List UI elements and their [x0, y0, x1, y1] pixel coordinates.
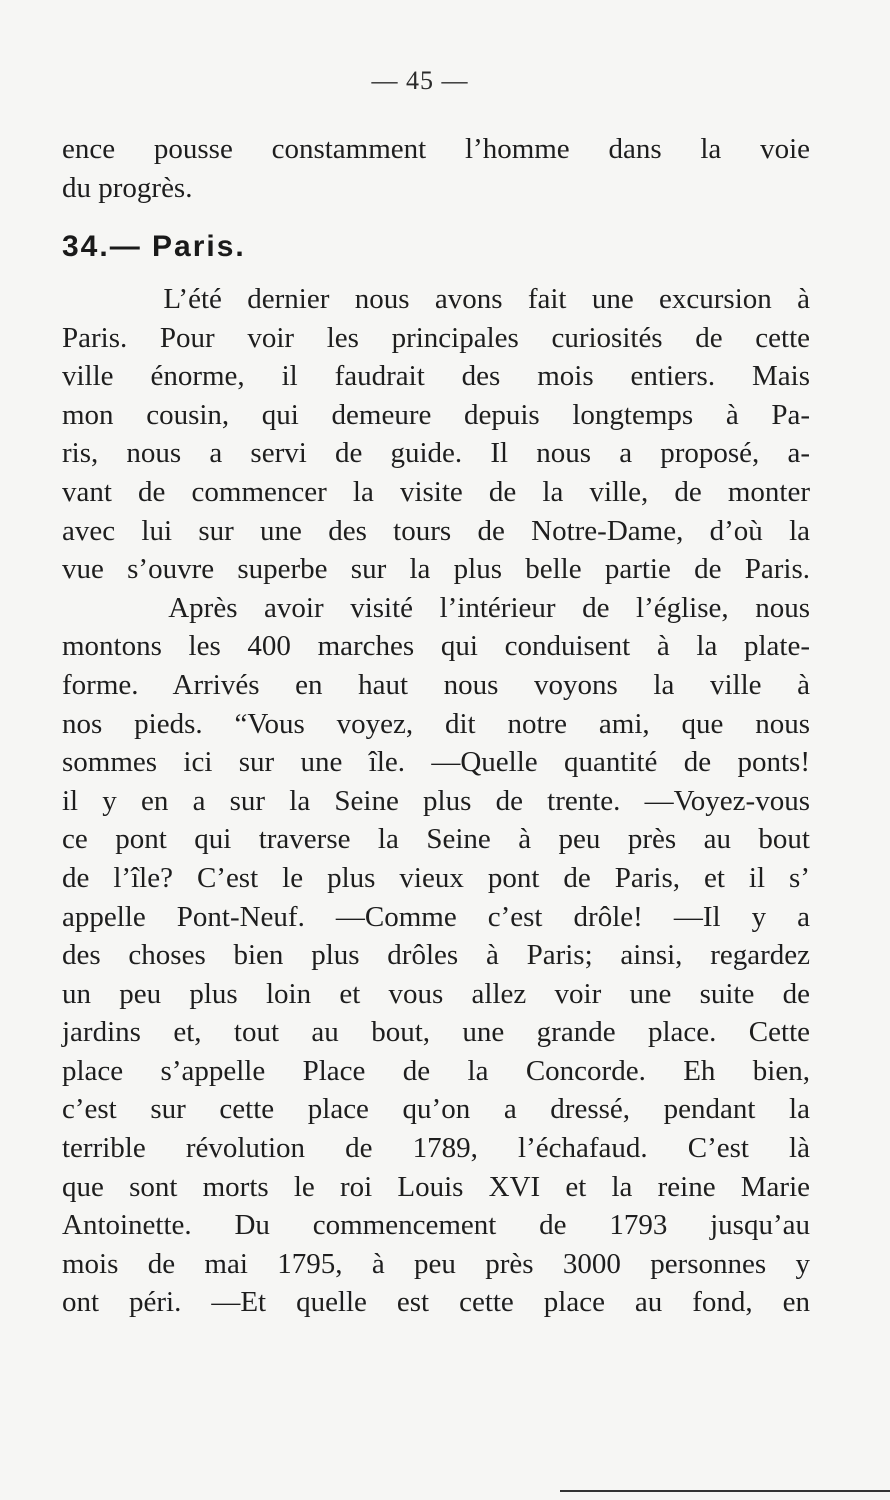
text-line: un peu plus loin et vous allez voir une suite de — [62, 977, 810, 1010]
text-line: forme. Arrivés en haut nous voyons la ville à — [62, 668, 810, 701]
text-line: Paris. Pour voir les principales curiosités de cette — [62, 321, 810, 354]
text-line: il y en a sur la Seine plus de trente. —Voyez-vous — [62, 784, 810, 817]
text-line: c’est sur cette place qu’on a dressé, pendant la — [62, 1093, 810, 1126]
text-line: des choses bien plus drôles à Paris; ainsi, regardez — [62, 939, 810, 972]
text-line: L’été dernier nous avons fait une excursion à — [62, 283, 810, 315]
text-line: terrible révolution de 1789, l’échafaud. C’est là — [62, 1132, 810, 1165]
text-line: ris, nous a servi de guide. Il nous a proposé, a- — [62, 437, 810, 470]
text-line: avec lui sur une des tours de Notre-Dame, d’où la — [62, 514, 810, 547]
text-line: nos pieds. “Vous voyez, dit notre ami, que nous — [62, 707, 810, 740]
text-line: place s’appelle Place de la Concorde. Eh bien, — [62, 1054, 810, 1087]
page-edge-rule — [560, 1490, 890, 1492]
body-text — [62, 280, 810, 1322]
text-line: montons les 400 marches qui conduisent à la plate- — [62, 630, 810, 663]
text-line: mon cousin, qui demeure depuis longtemps à Pa- — [62, 398, 810, 431]
text-line: jardins et, tout au bout, une grande place. Cette — [62, 1016, 810, 1049]
text-line: vue s’ouvre superbe sur la plus belle partie de Paris. — [62, 553, 810, 586]
text-line: ence pousse constamment l’homme dans la voie — [62, 133, 810, 165]
section-heading: 34.— Paris. — [62, 230, 246, 263]
text-line: ce pont qui traverse la Seine à peu près au bout — [62, 823, 810, 856]
text-line: vant de commencer la visite de la ville, de monter — [62, 475, 810, 508]
text-line: Antoinette. Du commencement de 1793 jusqu’au — [62, 1209, 810, 1242]
text-line: mois de mai 1795, à peu près 3000 personnes y — [62, 1247, 810, 1280]
text-line: ville énorme, il faudrait des mois entiers. Mais — [62, 360, 810, 393]
text-line: ont péri. —Et quelle est cette place au fond, en — [62, 1286, 810, 1319]
text-line: que sont morts le roi Louis XVI et la reine Marie — [62, 1170, 810, 1203]
text-line: appelle Pont-Neuf. —Comme c’est drôle! —Il y a — [62, 900, 810, 933]
text-line: de l’île? C’est le plus vieux pont de Paris, et il s’ — [62, 861, 810, 894]
text-line: du progrès. — [62, 171, 193, 204]
page-number: — 45 — — [371, 66, 469, 95]
text-line: sommes ici sur une île. —Quelle quantité de ponts! — [62, 746, 810, 779]
intro-paragraph — [62, 130, 810, 207]
text-line: Après avoir visité l’intérieur de l’église, nous — [62, 591, 810, 624]
